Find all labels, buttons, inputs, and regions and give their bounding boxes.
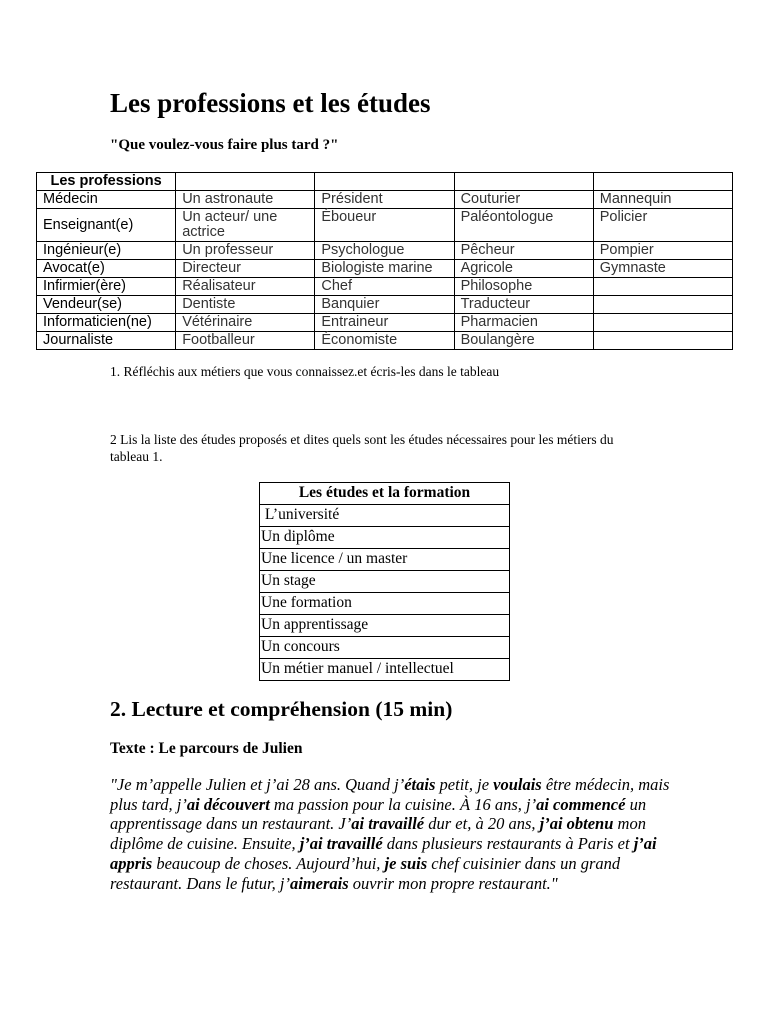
profession-cell: Enseignant(e) xyxy=(37,209,176,242)
etude-cell: Un concours xyxy=(260,637,510,659)
etude-cell: Une licence / un master xyxy=(260,549,510,571)
etudes-header-cell: Les études et la formation xyxy=(260,483,510,505)
etude-cell: L’université xyxy=(260,505,510,527)
job-cell: Philosophe xyxy=(454,278,593,296)
question-subtitle: "Que voulez-vous faire plus tard ?" xyxy=(110,137,339,153)
job-cell: Entraineur xyxy=(315,314,454,332)
job-cell: Pêcheur xyxy=(454,242,593,260)
passage-verb: voulais xyxy=(493,775,542,794)
table-row xyxy=(37,260,733,278)
job-cell: Pharmacien xyxy=(454,314,593,332)
job-cell: Traducteur xyxy=(454,296,593,314)
job-cell xyxy=(593,296,732,314)
passage-text: "Je m’appelle Julien et j’ai 28 ans. Quand j’ xyxy=(110,775,405,794)
profession-cell: Journaliste xyxy=(37,332,176,350)
passage-verb: aimerais xyxy=(289,873,349,893)
text-title: Texte : Le parcours de Julien xyxy=(110,740,303,757)
reading-passage xyxy=(110,775,670,893)
passage-text: beaucoup de choses. Aujourd’hui, xyxy=(152,853,385,873)
job-cell xyxy=(593,332,732,350)
passage-text: ouvrir mon propre restaurant." xyxy=(348,873,558,893)
passage-text: un apprentissage dans un restaurant. J’ xyxy=(110,794,647,834)
job-cell xyxy=(593,314,732,332)
passage-verb: je suis xyxy=(384,853,428,873)
professions-header-cell: Les professions xyxy=(37,173,176,191)
job-cell: Éboueur xyxy=(315,209,454,242)
instruction-2: 2 Lis la liste des études proposés et dites quels sont les études nécessaires pour les métiers du tableau 1. xyxy=(110,432,614,464)
job-cell: Pompier xyxy=(593,242,732,260)
profession-cell: Infirmier(ère) xyxy=(37,278,176,296)
passage-text: chef cuisinier dans un grand restaurant. Dans le futur, j’ xyxy=(110,853,621,893)
job-cell: Paléontologue xyxy=(454,209,593,242)
job-cell: Économiste xyxy=(315,332,454,350)
etude-cell: Une formation xyxy=(260,593,510,615)
job-cell: Président xyxy=(315,191,454,209)
job-cell: Vétérinaire xyxy=(176,314,315,332)
profession-cell: Informaticien(ne) xyxy=(37,314,176,332)
passage-verb: ai commencé xyxy=(536,794,626,814)
passage-text: mon diplôme de cuisine. Ensuite, xyxy=(110,814,646,854)
job-cell: Psychologue xyxy=(315,242,454,260)
passage-verb: étais xyxy=(404,775,436,794)
etude-cell: Un stage xyxy=(260,571,510,593)
etudes-table xyxy=(259,482,510,681)
instruction-1: 1. Réfléchis aux métiers que vous connaissez.et écris-les dans le tableau xyxy=(110,364,500,379)
page-title: Les professions et les études xyxy=(110,88,431,118)
etude-cell: Un apprentissage xyxy=(260,615,510,637)
passage-verb: j’ai appris xyxy=(110,834,657,873)
passage-text: être médecin, mais plus tard, j’ xyxy=(110,775,670,814)
job-cell: Couturier xyxy=(454,191,593,209)
job-cell xyxy=(593,278,732,296)
job-cell: Boulangère xyxy=(454,332,593,350)
passage-verb: j’ai obtenu xyxy=(539,814,614,834)
professions-header-cell xyxy=(454,173,593,191)
section-2-title: 2. Lecture et compréhension (15 min) xyxy=(110,697,453,721)
profession-cell: Vendeur(se) xyxy=(37,296,176,314)
professions-header-cell xyxy=(176,173,315,191)
job-cell: Policier xyxy=(593,209,732,242)
job-cell: Directeur xyxy=(176,260,315,278)
job-cell: Un acteur/ une actrice xyxy=(176,209,315,242)
job-cell: Biologiste marine xyxy=(315,260,454,278)
job-cell: Mannequin xyxy=(593,191,732,209)
professions-header-cell xyxy=(593,173,732,191)
passage-text: dur et, à 20 ans, xyxy=(424,814,540,834)
table-row xyxy=(37,314,733,332)
job-cell: Dentiste xyxy=(176,296,315,314)
job-cell: Banquier xyxy=(315,296,454,314)
job-cell: Agricole xyxy=(454,260,593,278)
table-row xyxy=(37,209,733,242)
passage-text: dans plusieurs restaurants à Paris et xyxy=(382,834,634,854)
passage-verb: ai travaillé xyxy=(351,814,425,834)
job-cell: Chef xyxy=(315,278,454,296)
job-cell: Gymnaste xyxy=(593,260,732,278)
etude-cell: Un diplôme xyxy=(260,527,510,549)
job-cell: Footballeur xyxy=(176,332,315,350)
professions-table xyxy=(36,172,733,350)
job-cell: Un astronaute xyxy=(176,191,315,209)
passage-verb: ai découvert xyxy=(186,794,270,814)
passage-text: petit, je xyxy=(435,775,494,794)
professions-header-row xyxy=(37,173,733,191)
profession-cell: Ingénieur(e) xyxy=(37,242,176,260)
profession-cell: Médecin xyxy=(37,191,176,209)
table-row xyxy=(37,242,733,260)
passage-verb: j’ai travaillé xyxy=(299,834,383,854)
etude-cell: Un métier manuel / intellectuel xyxy=(260,659,510,681)
job-cell: Un professeur xyxy=(176,242,315,260)
table-row xyxy=(37,278,733,296)
profession-cell: Avocat(e) xyxy=(37,260,176,278)
job-cell: Réalisateur xyxy=(176,278,315,296)
table-row xyxy=(37,332,733,350)
professions-header-cell xyxy=(315,173,454,191)
table-row xyxy=(37,296,733,314)
table-row xyxy=(37,191,733,209)
passage-text: ma passion pour la cuisine. À 16 ans, j’ xyxy=(269,794,537,814)
